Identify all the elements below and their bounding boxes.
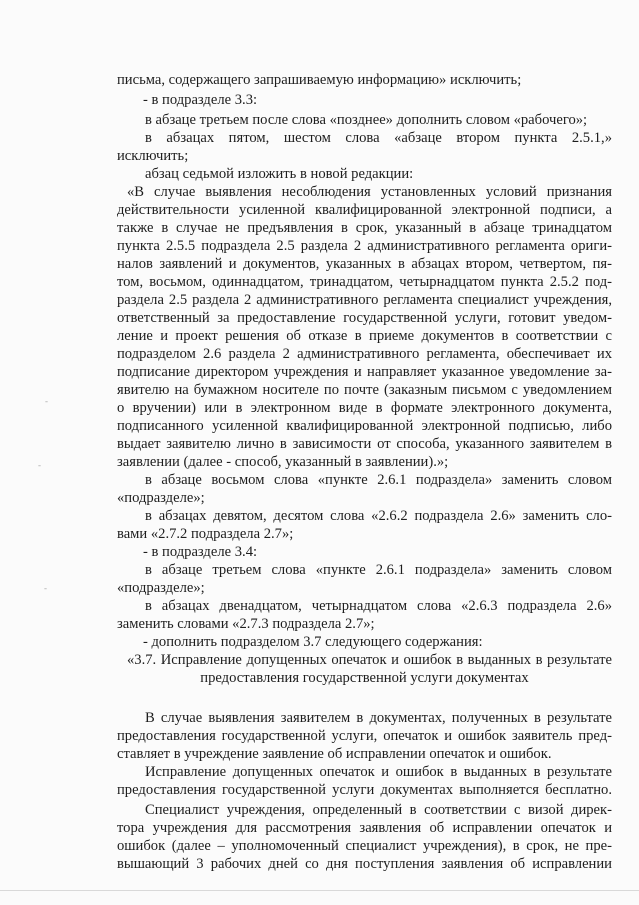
text-line: в абзацах девятом, десятом слова «2.6.2 подраздела 2.6» заменить сло- [145,508,612,524]
text-line: подписанного усиленной квалифицированной электронной подписью, либо [117,418,612,434]
text-line: ставляет в учреждение заявление об исправлении опечаток и ошибок. [117,746,552,762]
margin-mark: - [38,460,41,470]
text-line: ошибок (далее – уполномоченный специалист учреждения), в срок, не пре- [117,838,612,854]
text-line: предоставления государственной услуги документах выполняется бесплатно. [117,782,612,798]
section-heading: «3.7. Исправление допущенных опечаток и ошибок в выданных в результате [127,652,612,668]
text-line: «В случае выявления несоблюдения установленных условий признания [127,184,612,200]
text-line: налов заявлений и документов, указанных в абзацах втором, четвертом, пя- [117,256,612,272]
text-line: - в подразделе 3.4: [143,544,258,560]
text-line: - в подразделе 3.3: [143,92,258,108]
text-line: том, восьмом, одиннадцатом, тринадцатом, четырнадцатом пункта 2.5.2 под- [117,274,612,290]
text-line: также в случае не предъявления в срок, указанный в абзаце тринадцатом [117,220,612,236]
text-line: ление и проект решения об отказе в приеме документов в соответствии с [117,328,612,344]
text-line: в абзацах двенадцатом, четырнадцатом слова «2.6.3 подраздела 2.6» [145,598,612,614]
text-line: заменить словами «2.7.3 подраздела 2.7»; [117,616,375,632]
text-line: ответственный за предоставление государственной услуги, готовит уведом- [117,310,612,326]
page-bottom-edge [0,890,639,891]
text-line: исключить; [117,148,189,164]
text-line: Исправление допущенных опечаток и ошибок в выданных в результате [145,764,612,780]
text-line: в абзаце третьем слова «пункте 2.6.1 подраздела» заменить словом [145,562,612,578]
margin-mark: - [44,583,47,593]
margin-mark: - [45,396,48,406]
text-line: тора учреждения для рассмотрения заявления об исправлении опечаток и [117,820,612,836]
text-line: в абзацах пятом, шестом слова «абзаце втором пункта 2.5.1,» [145,130,612,146]
text-line: вами «2.7.2 подраздела 2.7»; [117,526,294,542]
text-line: в абзаце третьем после слова «позднее» дополнить словом «рабочего»; [145,112,588,128]
text-line: подразделом 2.6 раздела 2 административного регламента, обеспечивает их [117,346,612,362]
text-line: заявлении (далее - способ, указанный в заявлении).»; [117,454,449,470]
text-line: предоставления государственной услуги, опечаток и ошибок заявитель пред- [117,728,612,744]
text-line: выдает заявителю лично в зависимости от способа, указанного заявителем в [117,436,612,452]
text-line: в абзаце восьмом слова «пункте 2.6.1 подраздела» заменить словом [145,472,612,488]
text-line: раздела 2.5 раздела 2 административного регламента специалист учреждения, [117,292,612,308]
text-line: - дополнить подразделом 3.7 следующего содержания: [143,634,483,650]
text-line: В случае выявления заявителем в документах, полученных в результате [145,710,612,726]
text-line: вышающий 3 рабочих дней со дня поступления заявления об исправлении [117,856,612,872]
text-line: «подразделе»; [117,580,205,596]
text-line: о вручении) или в электронном виде в формате электронного документа, [117,400,612,416]
text-line: «подразделе»; [117,490,205,506]
text-line: Специалист учреждения, определенный в соответствии с визой дирек- [145,802,612,818]
section-heading: предоставления государственной услуги документах [200,670,529,686]
text-line: подписание директором учреждения и направляет указанное уведомление за- [117,364,612,380]
text-line: явителю на бумажном носителе по почте (заказным письмом с уведомлением [117,382,612,398]
text-line: абзац седьмой изложить в новой редакции: [145,166,414,182]
text-line: действительности усиленной квалифицированной электронной подписи, а [117,202,612,218]
text-line: пункта 2.5.5 подраздела 2.5 раздела 2 административного регламента ориги- [117,238,612,254]
text-line: письма, содержащего запрашиваемую информацию» исключить; [117,72,522,88]
